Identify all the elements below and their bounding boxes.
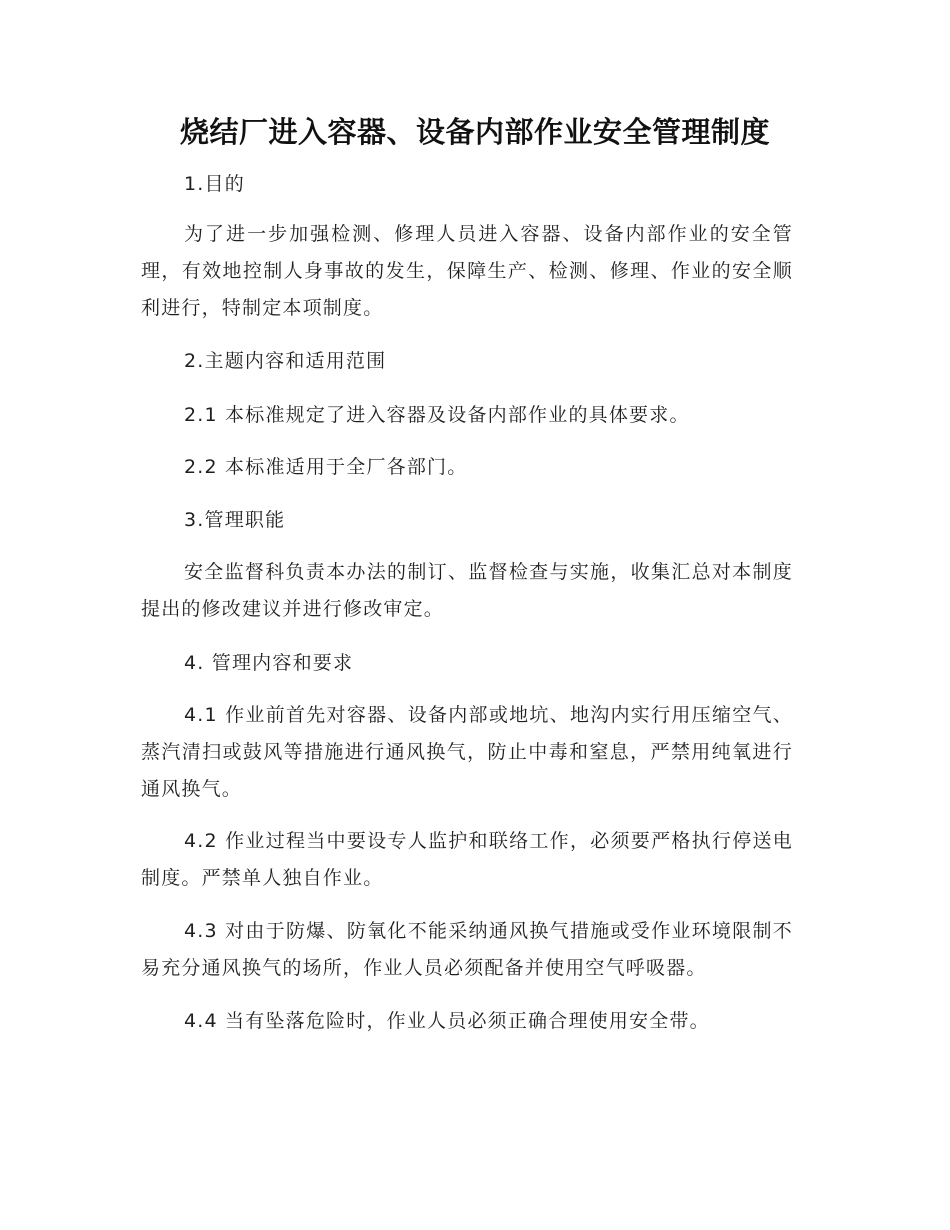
paragraph-2-1: 2.1 本标准规定了进入容器及设备内部作业的具体要求。 bbox=[184, 404, 690, 426]
paragraph-duties: 安全监督科负责本办法的制订、监督检查与实施，收集汇总对本制度提出的修改建议并进行修改审定。 bbox=[141, 561, 793, 620]
section-heading-scope: 2.主题内容和适用范围 bbox=[184, 350, 387, 372]
paragraph-2-2: 2.2 本标准适用于全厂各部门。 bbox=[184, 456, 468, 478]
document-title: 烧结厂进入容器、设备内部作业安全管理制度 bbox=[179, 115, 770, 149]
paragraph-4-2: 4.2 作业过程当中要设专人监护和联络工作，必须要严格执行停送电制度。严禁单人独自作业。 bbox=[141, 830, 793, 889]
section-heading-duties: 3.管理职能 bbox=[184, 509, 286, 531]
paragraph-4-4: 4.4 当有坠落危险时，作业人员必须正确合理使用安全带。 bbox=[184, 1010, 710, 1032]
paragraph-4-3: 4.3 对由于防爆、防氧化不能采纳通风换气措施或受作业环境限制不易充分通风换气的场所，作业人员必须配备并使用空气呼吸器。 bbox=[141, 920, 793, 979]
paragraph-purpose: 为了进一步加强检测、修理人员进入容器、设备内部作业的安全管理，有效地控制人身事故的发生，保障生产、检测、修理、作业的安全顺利进行，特制定本项制度。 bbox=[141, 223, 793, 319]
section-heading-purpose: 1.目的 bbox=[184, 173, 245, 195]
paragraph-4-1: 4.1 作业前首先对容器、设备内部或地坑、地沟内实行用压缩空气、蒸汽清扫或鼓风等措施进行通风换气，防止中毒和窒息，严禁用纯氧进行通风换气。 bbox=[141, 704, 793, 800]
section-heading-requirements: 4. 管理内容和要求 bbox=[184, 652, 354, 674]
